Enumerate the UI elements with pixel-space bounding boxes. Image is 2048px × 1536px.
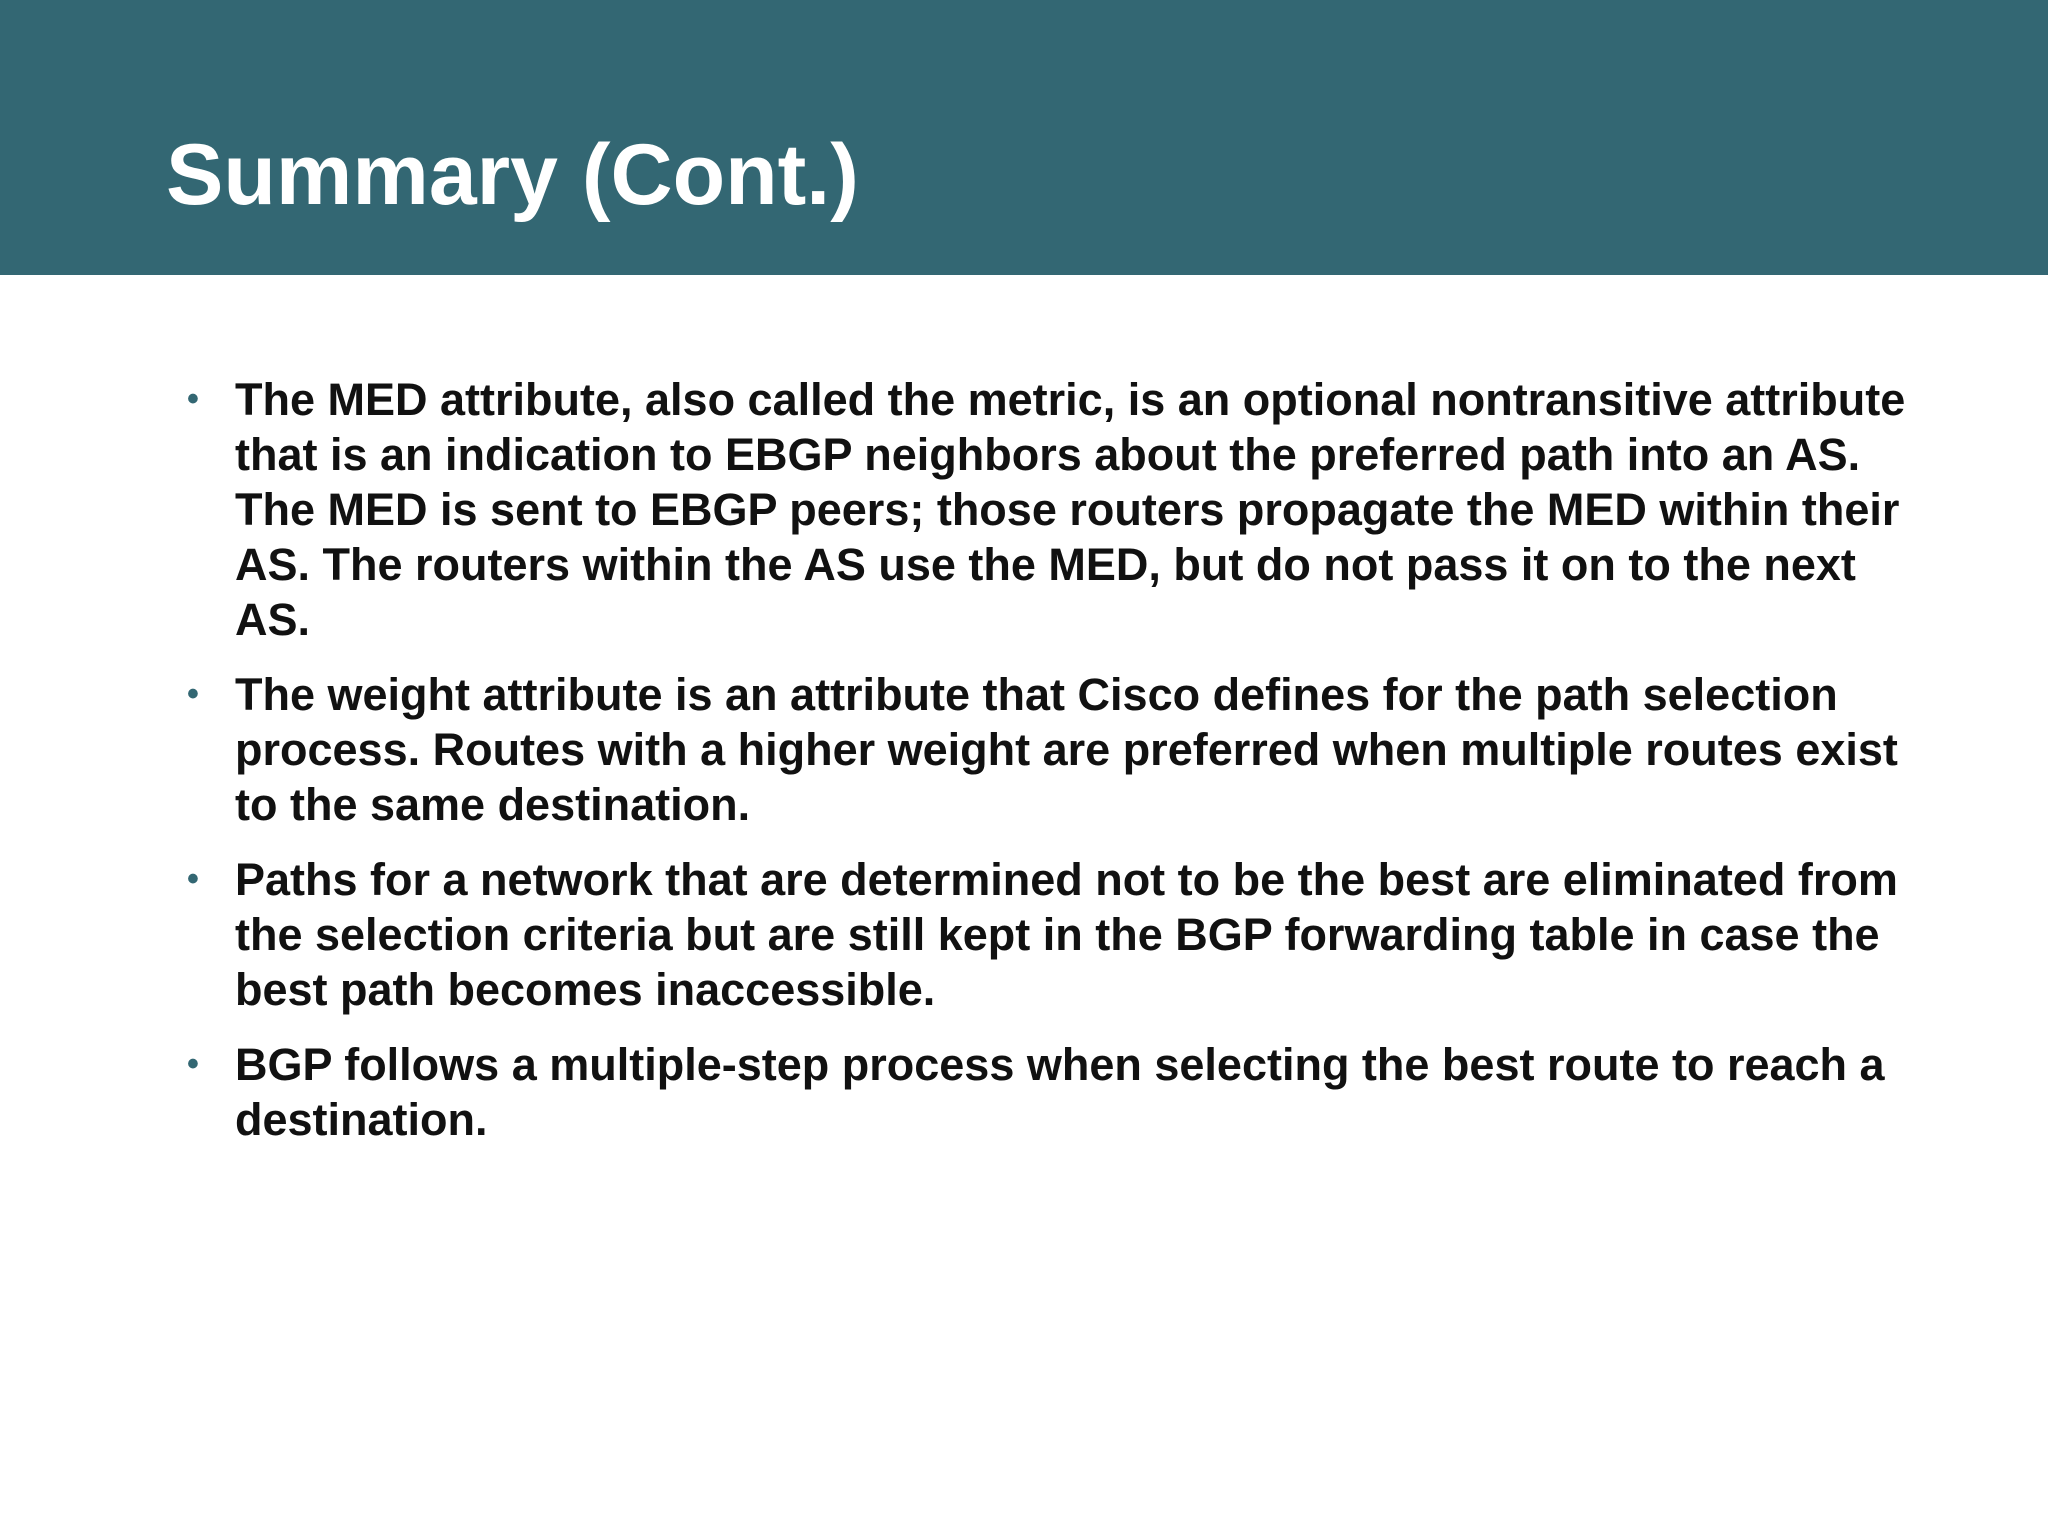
bullet-icon: • [187, 1045, 199, 1083]
bullet-list [180, 372, 1920, 1147]
slide-title: Summary (Cont.) [166, 127, 859, 223]
bullet-item-weight [180, 667, 1920, 832]
bullet-text: BGP follows a multiple-step process when selecting the best route to reach a destination. [235, 1039, 1885, 1145]
bullet-text: Paths for a network that are determined not to be the best are eliminated from the selection criteria but are still kept in the BGP forwarding table in case the best path becomes inaccessible. [235, 854, 1898, 1015]
title-bar [0, 0, 2048, 275]
bullet-icon: • [187, 380, 199, 418]
bullet-item-eliminated-paths [180, 852, 1920, 1017]
bullet-icon: • [187, 675, 199, 713]
bullet-text: The MED attribute, also called the metric, is an optional nontransitive attribute that is an indication to EBGP neighbors about the preferred path into an AS. The MED is sent to EBGP peers; those routers propagate the MED within their AS. The routers within the AS use the MED, but do not pass it on to the next AS. [235, 374, 1906, 645]
bullet-text: The weight attribute is an attribute that Cisco defines for the path selection process. Routes with a higher weight are preferred when multiple routes exist to the same destination. [235, 669, 1898, 830]
bullet-item-med [180, 372, 1920, 647]
bullet-item-selection-process [180, 1037, 1920, 1147]
bullet-icon: • [187, 860, 199, 898]
